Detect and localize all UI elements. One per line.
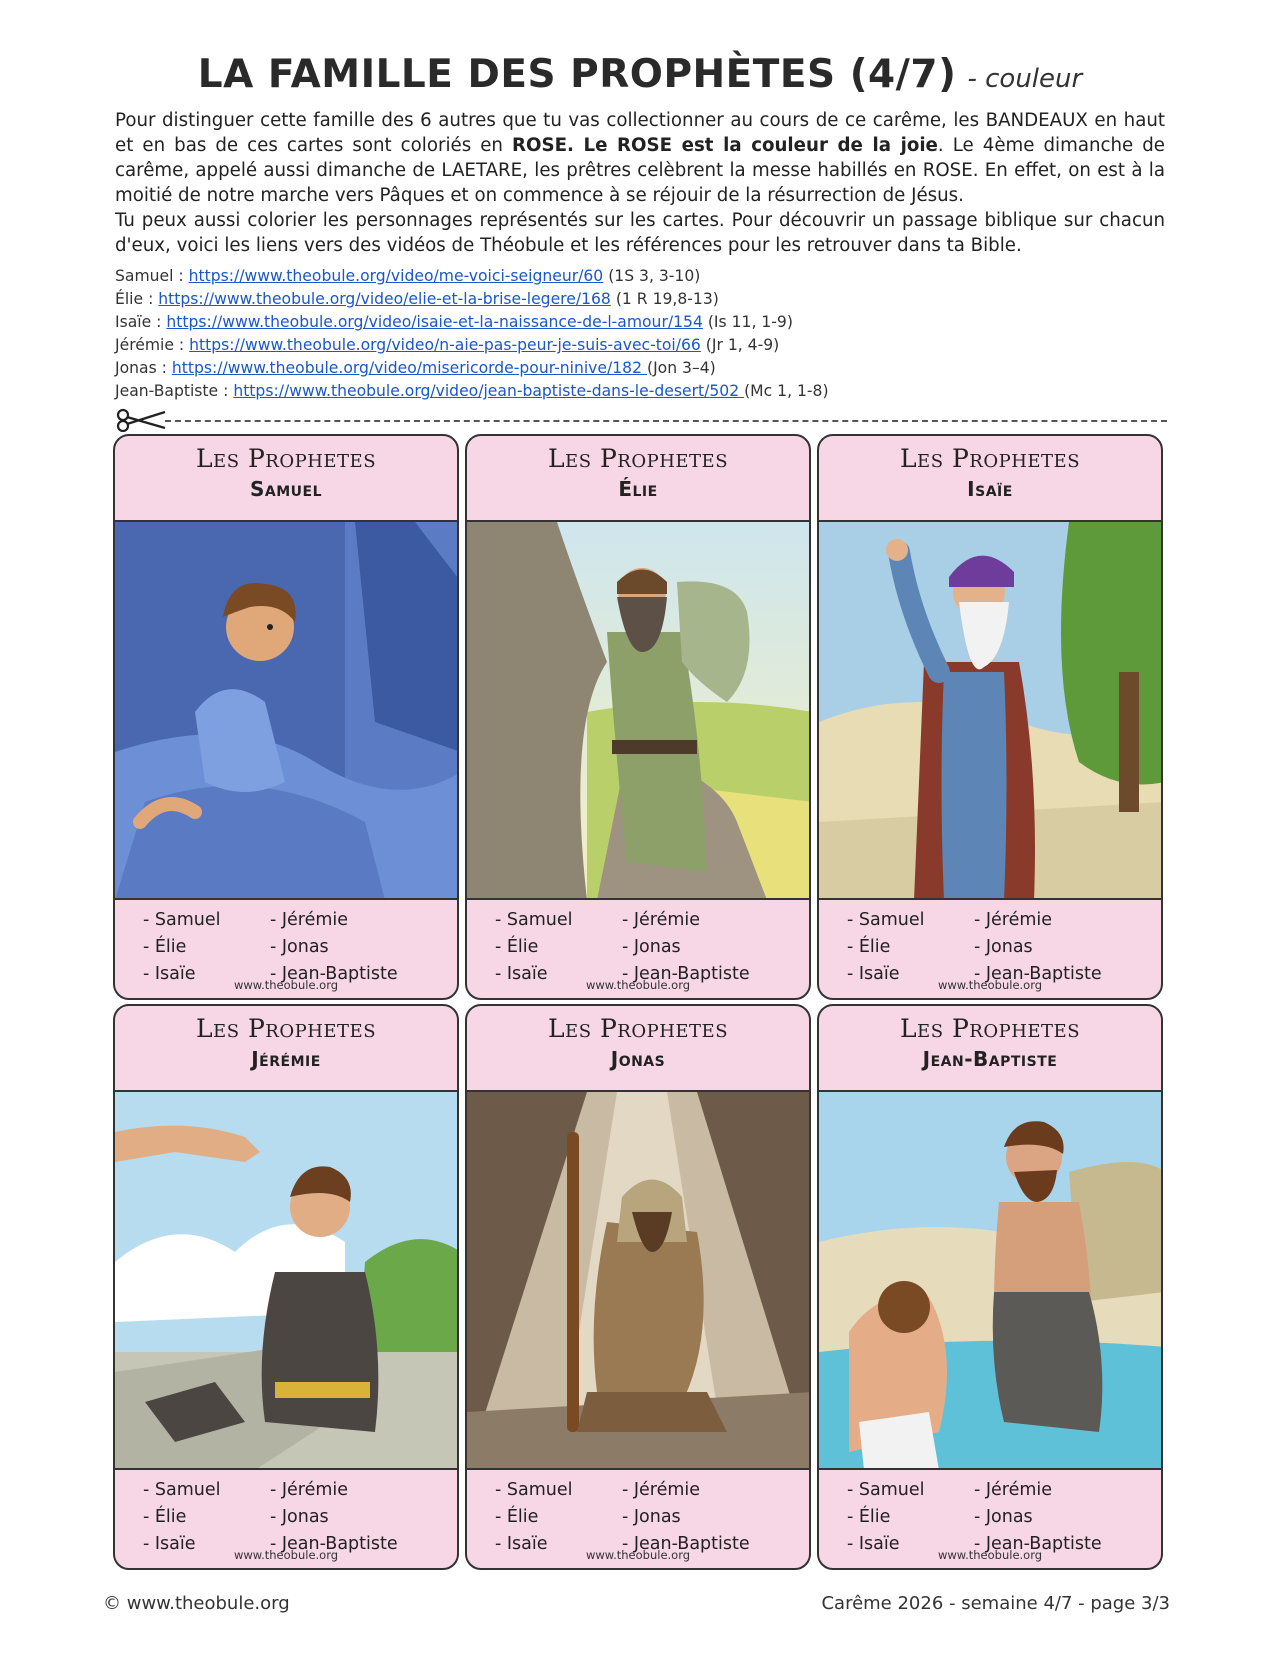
link-label: Élie : [115,290,159,308]
bible-ref: (Is 11, 1-9) [702,313,793,331]
bible-ref: (1 R 19,8-13) [610,290,719,308]
member-item: - Samuel [143,910,221,930]
card-family: Les Prophetes [547,1014,729,1043]
member-item: - Élie [143,937,187,957]
member-item: - Jean-Baptiste [270,964,398,984]
members-right [974,1477,1102,1558]
card-family: Les Prophetes [547,444,729,473]
page-subtitle: - couleur [967,64,1083,94]
members-right [974,907,1102,988]
card-header [115,436,457,522]
member-item: - Samuel [847,910,925,930]
member-item: - Jean-Baptiste [974,964,1102,984]
card-name: Jean-Baptiste [922,1047,1058,1071]
card-name: Élie [618,477,658,501]
video-links [115,265,1165,403]
members-left [847,907,924,988]
card-site: www.theobule.org [585,1548,691,1562]
members-right [622,907,750,988]
member-item: - Jérémie [622,910,701,930]
card-name: Isaïe [967,477,1013,501]
member-item: - Jean-Baptiste [622,964,750,984]
card-isaie [817,434,1163,1000]
card-site: www.theobule.org [233,978,339,992]
video-link-jean-baptiste[interactable]: https://www.theobule.org/video/jean-baptiste-dans-le-desert/502 [233,382,745,400]
card-jeremie [113,1004,459,1570]
members-left [495,1477,572,1558]
member-item: - Samuel [495,910,573,930]
member-item: - Isaïe [495,964,548,984]
card-jonas [465,1004,811,1570]
member-item: - Jérémie [270,910,349,930]
card-site: www.theobule.org [585,978,691,992]
video-link-elie[interactable]: https://www.theobule.org/video/elie-et-la-brise-legere/168 [158,290,611,308]
member-item: - Isaïe [847,964,900,984]
card-jean-baptiste [817,1004,1163,1570]
card-header [819,1006,1161,1092]
page-title: LA FAMILLE DES PROPHÈTES (4/7) [197,52,957,97]
member-item: - Élie [495,937,539,957]
card-samuel [113,434,459,1000]
member-item: - Samuel [495,1480,573,1500]
member-item: - Élie [143,1507,187,1527]
card-family: Les Prophetes [195,444,377,473]
link-label: Jérémie : [115,336,190,354]
link-row-jeremie [115,334,1165,357]
scissors-icon [115,408,167,432]
link-row-jonas [115,357,1165,380]
bible-ref: (Jon 3–4) [646,359,716,377]
member-item: - Jérémie [974,910,1053,930]
members-right [270,1477,398,1558]
member-item: - Isaïe [143,1534,196,1554]
card-illustration-jonas [467,1092,809,1470]
member-item: - Samuel [143,1480,221,1500]
card-name: Samuel [249,477,323,501]
card-name: Jérémie [251,1047,321,1071]
card-family: Les Prophetes [899,444,1081,473]
link-label: Samuel : [115,267,189,285]
card-family: Les Prophetes [195,1014,377,1043]
card-illustration-samuel [115,522,457,900]
members-left [143,1477,220,1558]
intro-p1-end: . Le 4ème dimanche de carême, appelé aussi dimanche de LAETARE, les prêtres celèbrent la messe habillés en ROSE. En effet, on est à la moitié de notre marche vers Pâques et on commence à se réjouir de la résurrection de Jésus. [115,135,1165,206]
intro-text [115,108,1165,258]
footer-copyright: © www.theobule.org [103,1593,290,1614]
member-item: - Jean-Baptiste [622,1534,750,1554]
page-title-row [0,52,1280,97]
card-site: www.theobule.org [937,1548,1043,1562]
member-item: - Jonas [974,1507,1033,1527]
link-label: Jonas : [115,359,172,377]
intro-paragraph-2: Tu peux aussi colorier les personnages représentés sur les cartes. Pour découvrir un passage biblique sur chacun d'eux, voici les liens vers des vidéos de Théobule et les références pour les retrouver dans ta Bible. [115,210,1165,256]
card-illustration-jeremie [115,1092,457,1470]
link-row-isaie [115,311,1165,334]
card-header [467,436,809,522]
link-label: Isaïe : [115,313,167,331]
link-row-jean-baptiste [115,380,1165,403]
video-link-isaie[interactable]: https://www.theobule.org/video/isaie-et-la-naissance-de-l-amour/154 [166,313,703,331]
video-link-samuel[interactable]: https://www.theobule.org/video/me-voici-seigneur/60 [188,267,604,285]
card-family: Les Prophetes [899,1014,1081,1043]
bible-ref: (Jr 1, 4-9) [700,336,780,354]
members-left [143,907,220,988]
member-item: - Jérémie [270,1480,349,1500]
cut-dash [165,420,1167,422]
intro-p1-start: Pour distinguer cette famille des 6 autres que tu vas collectionner au cours de ce carême, les BANDEAUX en haut et en bas de ces cartes sont coloriés en [115,110,1165,156]
member-item: - Isaïe [495,1534,548,1554]
member-item: - Élie [847,1507,891,1527]
card-header [115,1006,457,1092]
footer-page-info: Carême 2026 - semaine 4/7 - page 3/3 [821,1593,1170,1614]
members-left [847,1477,924,1558]
card-site: www.theobule.org [233,1548,339,1562]
members-right [270,907,398,988]
members-right [622,1477,750,1558]
link-label: Jean-Baptiste : [115,382,234,400]
member-item: - Élie [847,937,891,957]
link-row-samuel [115,265,1165,288]
member-item: - Jonas [974,937,1033,957]
card-illustration-elie [467,522,809,900]
card-header [819,436,1161,522]
cut-line [115,408,1167,432]
member-item: - Jérémie [974,1480,1053,1500]
members-left [495,907,572,988]
video-link-jonas[interactable]: https://www.theobule.org/video/misericorde-pour-ninive/182 [171,359,647,377]
card-elie [465,434,811,1000]
member-item: - Samuel [847,1480,925,1500]
member-item: - Isaïe [143,964,196,984]
member-item: - Jean-Baptiste [270,1534,398,1554]
member-item: - Jean-Baptiste [974,1534,1102,1554]
member-item: - Jérémie [622,1480,701,1500]
member-item: - Jonas [622,1507,681,1527]
video-link-jeremie[interactable]: https://www.theobule.org/video/n-aie-pas-peur-je-suis-avec-toi/66 [189,336,701,354]
link-row-elie [115,288,1165,311]
intro-p1-bold: ROSE. Le ROSE est la couleur de la joie [512,135,938,156]
member-item: - Jonas [622,937,681,957]
bible-ref: (1S 3, 3-10) [603,267,701,285]
member-item: - Jonas [270,937,329,957]
card-header [467,1006,809,1092]
member-item: - Élie [495,1507,539,1527]
card-site: www.theobule.org [937,978,1043,992]
member-item: - Jonas [270,1507,329,1527]
card-illustration-isaie [819,522,1161,900]
bible-ref: (Mc 1, 1-8) [744,382,829,400]
card-name: Jonas [610,1047,666,1071]
card-illustration-jean-baptiste [819,1092,1161,1470]
member-item: - Isaïe [847,1534,900,1554]
intro-paragraph-1 [115,108,1165,208]
